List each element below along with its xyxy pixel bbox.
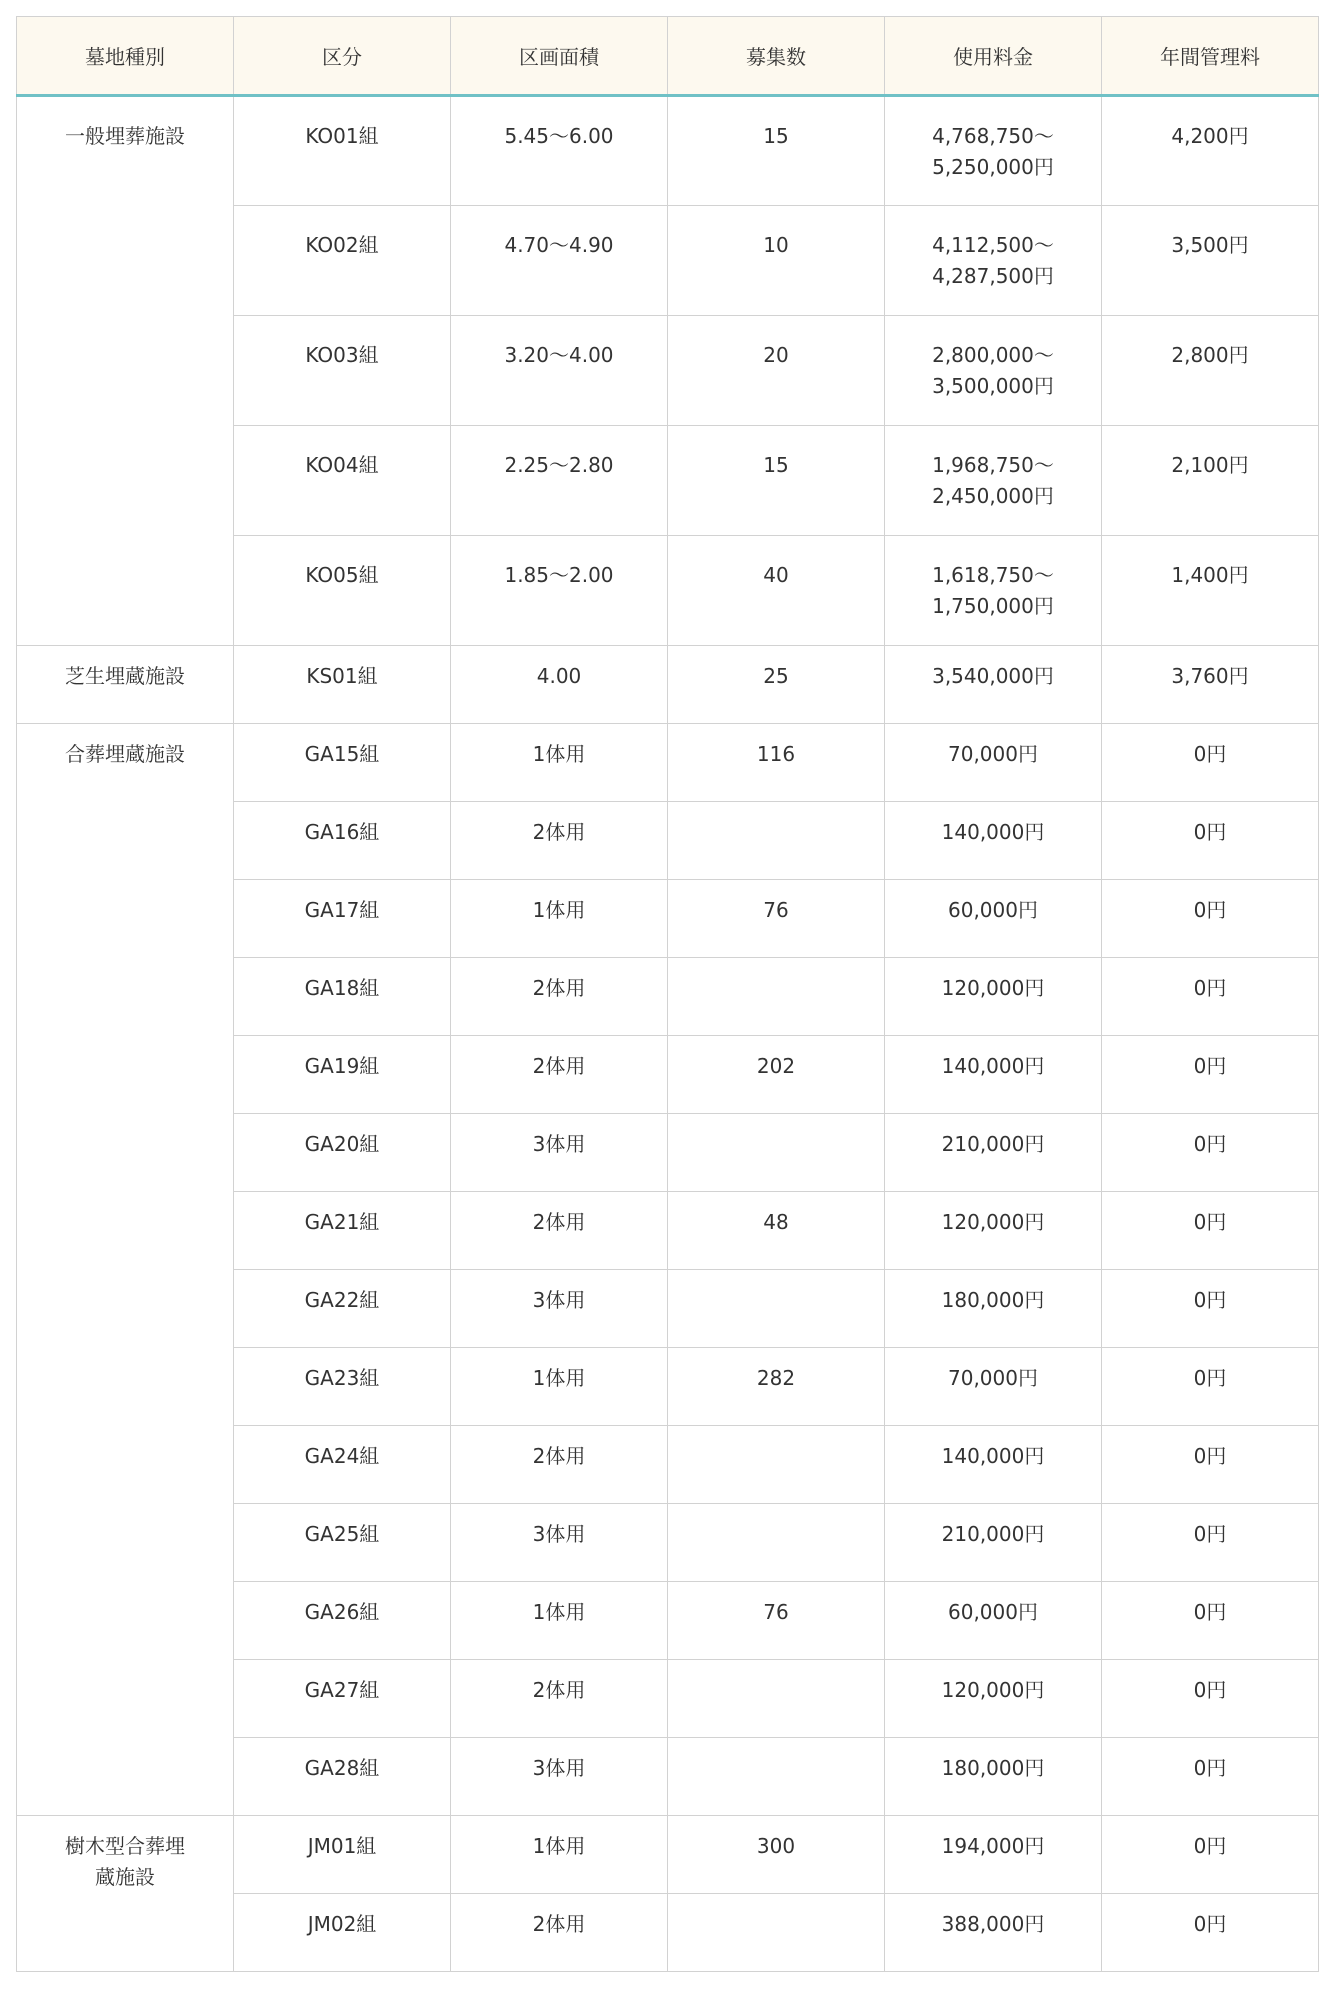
usage-fee-text bbox=[942, 1285, 1045, 1316]
usage-fee-line: 120,000円 bbox=[941, 1210, 1045, 1234]
cemetery-type-cell: 芝生埋蔵施設 bbox=[17, 646, 234, 724]
annual-management-fee-cell: 4,200円 bbox=[1102, 96, 1319, 206]
plot-area-cell: 2体用 bbox=[451, 1036, 668, 1114]
recruitment-count-cell: 300 bbox=[668, 1816, 885, 1894]
plot-area-cell: 2体用 bbox=[451, 1192, 668, 1270]
annual-management-fee-cell: 0円 bbox=[1102, 802, 1319, 880]
annual-management-fee-cell: 0円 bbox=[1102, 724, 1319, 802]
annual-management-fee-cell: 0円 bbox=[1102, 1894, 1319, 1972]
recruitment-count-cell: 25 bbox=[668, 646, 885, 724]
plot-area-cell: 4.00 bbox=[451, 646, 668, 724]
annual-management-fee-cell: 0円 bbox=[1102, 1192, 1319, 1270]
annual-management-fee-cell: 0円 bbox=[1102, 1582, 1319, 1660]
cemetery-fee-table-container bbox=[16, 16, 1318, 1972]
usage-fee-text bbox=[942, 973, 1045, 1004]
category-cell: GA18組 bbox=[234, 958, 451, 1036]
usage-fee-text bbox=[932, 450, 1054, 512]
usage-fee-text bbox=[942, 1051, 1045, 1082]
category-cell: GA27組 bbox=[234, 1660, 451, 1738]
usage-fee-cell bbox=[885, 206, 1102, 316]
usage-fee-line: 194,000円 bbox=[941, 1834, 1045, 1858]
annual-management-fee-cell: 3,760円 bbox=[1102, 646, 1319, 724]
cemetery-type-cell: 一般埋葬施設 bbox=[17, 96, 234, 646]
usage-fee-text bbox=[948, 1597, 1038, 1628]
annual-management-fee-cell: 0円 bbox=[1102, 880, 1319, 958]
table-row bbox=[17, 96, 1319, 206]
recruitment-count-cell bbox=[668, 1270, 885, 1348]
usage-fee-line: 70,000円 bbox=[948, 1366, 1038, 1390]
category-cell: KO05組 bbox=[234, 536, 451, 646]
usage-fee-line: 60,000円 bbox=[948, 1600, 1038, 1624]
usage-fee-cell bbox=[885, 96, 1102, 206]
usage-fee-text bbox=[932, 560, 1054, 622]
annual-management-fee-cell: 0円 bbox=[1102, 1348, 1319, 1426]
annual-management-fee-cell: 3,500円 bbox=[1102, 206, 1319, 316]
usage-fee-line: 4,287,500円 bbox=[932, 264, 1054, 288]
annual-management-fee-cell: 0円 bbox=[1102, 1738, 1319, 1816]
usage-fee-cell bbox=[885, 646, 1102, 724]
plot-area-cell: 1体用 bbox=[451, 880, 668, 958]
category-cell: GA20組 bbox=[234, 1114, 451, 1192]
table-body bbox=[17, 96, 1319, 1972]
recruitment-count-cell: 10 bbox=[668, 206, 885, 316]
annual-management-fee-cell: 0円 bbox=[1102, 1504, 1319, 1582]
usage-fee-cell bbox=[885, 1660, 1102, 1738]
usage-fee-cell bbox=[885, 1582, 1102, 1660]
plot-area-cell: 2体用 bbox=[451, 1894, 668, 1972]
usage-fee-line: 70,000円 bbox=[948, 742, 1038, 766]
usage-fee-cell bbox=[885, 958, 1102, 1036]
category-cell: GA21組 bbox=[234, 1192, 451, 1270]
usage-fee-line: 180,000円 bbox=[941, 1756, 1045, 1780]
annual-management-fee-cell: 1,400円 bbox=[1102, 536, 1319, 646]
header-plot-area: 区画面積 bbox=[451, 17, 668, 96]
usage-fee-line: 3,500,000円 bbox=[932, 374, 1054, 398]
category-cell: JM01組 bbox=[234, 1816, 451, 1894]
annual-management-fee-cell: 2,100円 bbox=[1102, 426, 1319, 536]
usage-fee-cell bbox=[885, 724, 1102, 802]
annual-management-fee-cell: 0円 bbox=[1102, 1036, 1319, 1114]
plot-area-cell: 1体用 bbox=[451, 1348, 668, 1426]
usage-fee-line: 2,450,000円 bbox=[932, 484, 1054, 508]
usage-fee-text bbox=[942, 1753, 1045, 1784]
recruitment-count-cell: 116 bbox=[668, 724, 885, 802]
recruitment-count-cell bbox=[668, 1426, 885, 1504]
usage-fee-text bbox=[942, 817, 1045, 848]
category-cell: GA28組 bbox=[234, 1738, 451, 1816]
annual-management-fee-cell: 0円 bbox=[1102, 1660, 1319, 1738]
recruitment-count-cell bbox=[668, 958, 885, 1036]
plot-area-cell: 1体用 bbox=[451, 724, 668, 802]
cemetery-type-cell: 合葬埋蔵施設 bbox=[17, 724, 234, 1816]
plot-area-cell: 2.25〜2.80 bbox=[451, 426, 668, 536]
usage-fee-cell bbox=[885, 1816, 1102, 1894]
usage-fee-line: 140,000円 bbox=[941, 1054, 1045, 1078]
usage-fee-line: 60,000円 bbox=[948, 898, 1038, 922]
usage-fee-cell bbox=[885, 1114, 1102, 1192]
usage-fee-text bbox=[942, 1207, 1045, 1238]
usage-fee-line: 4,112,500〜 bbox=[932, 233, 1054, 257]
usage-fee-cell bbox=[885, 880, 1102, 958]
usage-fee-text bbox=[932, 661, 1054, 692]
usage-fee-cell bbox=[885, 1270, 1102, 1348]
recruitment-count-cell bbox=[668, 1738, 885, 1816]
usage-fee-text bbox=[942, 1675, 1045, 1706]
usage-fee-line: 4,768,750〜 bbox=[932, 124, 1054, 148]
category-cell: JM02組 bbox=[234, 1894, 451, 1972]
usage-fee-text bbox=[948, 1363, 1038, 1394]
table-row bbox=[17, 1816, 1319, 1894]
plot-area-cell: 5.45〜6.00 bbox=[451, 96, 668, 206]
table-header-row bbox=[17, 17, 1319, 96]
usage-fee-line: 210,000円 bbox=[941, 1522, 1045, 1546]
header-cemetery-type: 墓地種別 bbox=[17, 17, 234, 96]
usage-fee-line: 3,540,000円 bbox=[932, 664, 1054, 688]
recruitment-count-cell: 76 bbox=[668, 880, 885, 958]
recruitment-count-cell: 40 bbox=[668, 536, 885, 646]
usage-fee-text bbox=[942, 1831, 1045, 1862]
category-cell: GA24組 bbox=[234, 1426, 451, 1504]
category-cell: KO01組 bbox=[234, 96, 451, 206]
header-annual-management-fee: 年間管理料 bbox=[1102, 17, 1319, 96]
recruitment-count-cell: 48 bbox=[668, 1192, 885, 1270]
plot-area-cell: 3.20〜4.00 bbox=[451, 316, 668, 426]
usage-fee-cell bbox=[885, 316, 1102, 426]
plot-area-cell: 4.70〜4.90 bbox=[451, 206, 668, 316]
usage-fee-cell bbox=[885, 1036, 1102, 1114]
category-cell: GA23組 bbox=[234, 1348, 451, 1426]
annual-management-fee-cell: 0円 bbox=[1102, 1114, 1319, 1192]
usage-fee-cell bbox=[885, 536, 1102, 646]
header-recruitment-count: 募集数 bbox=[668, 17, 885, 96]
usage-fee-text bbox=[932, 121, 1054, 183]
plot-area-cell: 2体用 bbox=[451, 802, 668, 880]
usage-fee-text bbox=[948, 895, 1038, 926]
plot-area-cell: 3体用 bbox=[451, 1270, 668, 1348]
category-cell: KO04組 bbox=[234, 426, 451, 536]
recruitment-count-cell: 20 bbox=[668, 316, 885, 426]
usage-fee-text bbox=[948, 739, 1038, 770]
usage-fee-text bbox=[942, 1519, 1045, 1550]
plot-area-cell: 2体用 bbox=[451, 958, 668, 1036]
table-row bbox=[17, 646, 1319, 724]
category-cell: KO03組 bbox=[234, 316, 451, 426]
recruitment-count-cell: 15 bbox=[668, 426, 885, 536]
recruitment-count-cell bbox=[668, 1894, 885, 1972]
header-usage-fee: 使用料金 bbox=[885, 17, 1102, 96]
plot-area-cell: 1体用 bbox=[451, 1582, 668, 1660]
recruitment-count-cell bbox=[668, 802, 885, 880]
category-cell: GA15組 bbox=[234, 724, 451, 802]
plot-area-cell: 2体用 bbox=[451, 1660, 668, 1738]
category-cell: GA22組 bbox=[234, 1270, 451, 1348]
annual-management-fee-cell: 0円 bbox=[1102, 1816, 1319, 1894]
usage-fee-line: 2,800,000〜 bbox=[932, 343, 1054, 367]
plot-area-cell: 1体用 bbox=[451, 1816, 668, 1894]
usage-fee-line: 1,968,750〜 bbox=[932, 453, 1054, 477]
usage-fee-text bbox=[932, 340, 1054, 402]
annual-management-fee-cell: 2,800円 bbox=[1102, 316, 1319, 426]
plot-area-cell: 2体用 bbox=[451, 1426, 668, 1504]
category-cell: KS01組 bbox=[234, 646, 451, 724]
usage-fee-cell bbox=[885, 426, 1102, 536]
usage-fee-line: 180,000円 bbox=[941, 1288, 1045, 1312]
usage-fee-line: 210,000円 bbox=[941, 1132, 1045, 1156]
usage-fee-cell bbox=[885, 1504, 1102, 1582]
recruitment-count-cell: 202 bbox=[668, 1036, 885, 1114]
recruitment-count-cell bbox=[668, 1660, 885, 1738]
usage-fee-line: 1,750,000円 bbox=[932, 594, 1054, 618]
category-cell: KO02組 bbox=[234, 206, 451, 316]
usage-fee-cell bbox=[885, 1426, 1102, 1504]
cemetery-fee-table bbox=[16, 16, 1319, 1972]
recruitment-count-cell bbox=[668, 1504, 885, 1582]
usage-fee-text bbox=[942, 1441, 1045, 1472]
usage-fee-line: 120,000円 bbox=[941, 976, 1045, 1000]
usage-fee-cell bbox=[885, 1348, 1102, 1426]
recruitment-count-cell: 282 bbox=[668, 1348, 885, 1426]
recruitment-count-cell: 76 bbox=[668, 1582, 885, 1660]
usage-fee-line: 5,250,000円 bbox=[932, 155, 1054, 179]
header-category: 区分 bbox=[234, 17, 451, 96]
plot-area-cell: 1.85〜2.00 bbox=[451, 536, 668, 646]
cemetery-type-cell: 樹木型合葬埋蔵施設 bbox=[17, 1816, 234, 1972]
usage-fee-line: 140,000円 bbox=[941, 1444, 1045, 1468]
annual-management-fee-cell: 0円 bbox=[1102, 1426, 1319, 1504]
plot-area-cell: 3体用 bbox=[451, 1114, 668, 1192]
usage-fee-text bbox=[942, 1909, 1045, 1940]
category-cell: GA19組 bbox=[234, 1036, 451, 1114]
annual-management-fee-cell: 0円 bbox=[1102, 1270, 1319, 1348]
table-row bbox=[17, 724, 1319, 802]
usage-fee-line: 1,618,750〜 bbox=[932, 563, 1054, 587]
category-cell: GA25組 bbox=[234, 1504, 451, 1582]
usage-fee-cell bbox=[885, 1738, 1102, 1816]
usage-fee-cell bbox=[885, 1192, 1102, 1270]
usage-fee-cell bbox=[885, 802, 1102, 880]
plot-area-cell: 3体用 bbox=[451, 1504, 668, 1582]
usage-fee-text bbox=[942, 1129, 1045, 1160]
recruitment-count-cell bbox=[668, 1114, 885, 1192]
usage-fee-line: 140,000円 bbox=[941, 820, 1045, 844]
usage-fee-text bbox=[932, 230, 1054, 292]
recruitment-count-cell: 15 bbox=[668, 96, 885, 206]
category-cell: GA16組 bbox=[234, 802, 451, 880]
category-cell: GA26組 bbox=[234, 1582, 451, 1660]
plot-area-cell: 3体用 bbox=[451, 1738, 668, 1816]
usage-fee-line: 120,000円 bbox=[941, 1678, 1045, 1702]
usage-fee-line: 388,000円 bbox=[941, 1912, 1045, 1936]
annual-management-fee-cell: 0円 bbox=[1102, 958, 1319, 1036]
category-cell: GA17組 bbox=[234, 880, 451, 958]
usage-fee-cell bbox=[885, 1894, 1102, 1972]
